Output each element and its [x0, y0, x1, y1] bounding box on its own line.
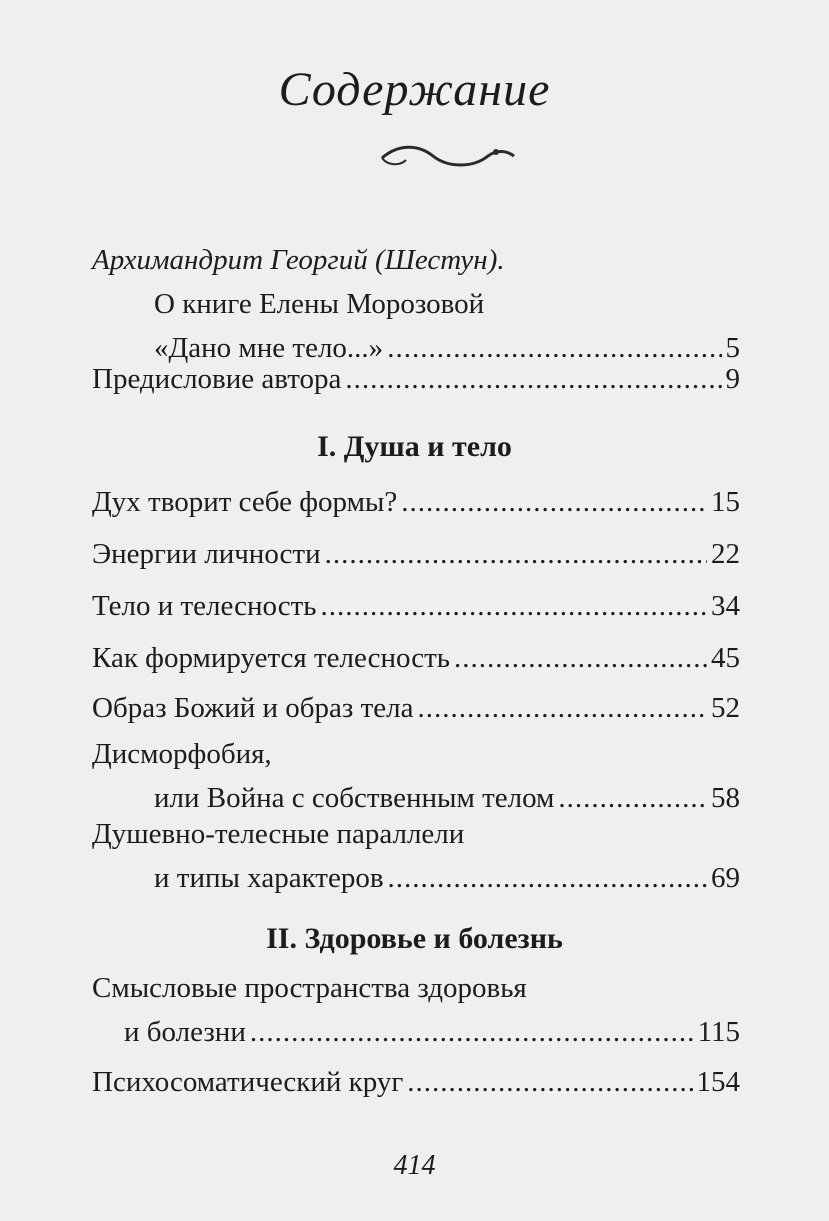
dot-leader	[401, 480, 707, 524]
toc-page-number: 69	[711, 862, 740, 894]
toc-entry[interactable]	[92, 686, 740, 730]
dot-leader	[250, 1010, 694, 1054]
toc-entry[interactable]	[92, 480, 740, 524]
toc-entry-title: Образ Божий и образ тела	[92, 692, 414, 724]
section-heading: II. Здоровье и болезнь	[266, 922, 563, 955]
section-heading: I. Душа и тело	[317, 430, 512, 463]
toc-entry-line: Дисморфобия,	[92, 738, 272, 770]
toc-entry-line: «Дано мне тело...»	[154, 332, 384, 364]
toc-page-number: 5	[725, 332, 740, 364]
page-title: Содержание	[278, 63, 551, 116]
toc-page-number: 154	[696, 1066, 740, 1098]
toc-entry-title: Тело и телесность	[92, 590, 317, 622]
dot-leader	[388, 856, 707, 900]
toc-entry-line: О книге Елены Морозовой	[154, 288, 485, 320]
dot-leader	[320, 584, 707, 628]
toc-entry[interactable]	[92, 1060, 740, 1104]
toc-page-number: 22	[711, 538, 740, 570]
dot-leader	[325, 532, 707, 576]
toc-page-number: 34	[711, 590, 740, 622]
toc-entry-title: Психосоматический круг	[92, 1066, 404, 1098]
toc-entry-preface[interactable]	[92, 357, 740, 401]
toc-entry[interactable]	[92, 532, 740, 576]
toc-page-number: 115	[697, 1016, 740, 1048]
toc-page-number: 9	[725, 363, 740, 395]
toc-page-number: 15	[711, 486, 740, 518]
toc-entry-title: Дух творит себе формы?	[92, 486, 398, 518]
dot-leader	[345, 357, 721, 401]
toc-entry[interactable]	[92, 732, 740, 820]
toc-entry-line: Душевно-телесные параллели	[92, 818, 465, 850]
toc-entry-title: Энергии личности	[92, 538, 321, 570]
page-number: 414	[393, 1150, 436, 1181]
toc-entry-line: или Война с собственным телом	[154, 782, 555, 814]
toc-entry[interactable]	[92, 812, 740, 900]
dot-leader	[407, 1060, 692, 1104]
toc-page-number: 52	[711, 692, 740, 724]
toc-entry-foreword-georgy[interactable]	[92, 238, 740, 370]
toc-entry-author: Архимандрит Георгий (Шестун).	[92, 244, 505, 276]
dot-leader	[418, 686, 707, 730]
dot-leader	[454, 636, 707, 680]
toc-entry-title: Как формируется телесность	[92, 642, 450, 674]
toc-entry-title: Предисловие автора	[92, 363, 342, 395]
toc-entry[interactable]	[92, 636, 740, 680]
toc-entry[interactable]	[92, 966, 740, 1054]
toc-page-number: 45	[711, 642, 740, 674]
toc-entry-row	[92, 357, 740, 401]
flourish-ornament	[378, 138, 518, 178]
toc-entry-line: и болезни	[124, 1016, 246, 1048]
toc-page-number: 58	[711, 782, 740, 814]
toc-entry[interactable]	[92, 584, 740, 628]
toc-entry-line: Смысловые пространства здоровья	[92, 972, 527, 1004]
toc-entry-line: и типы характеров	[154, 862, 384, 894]
